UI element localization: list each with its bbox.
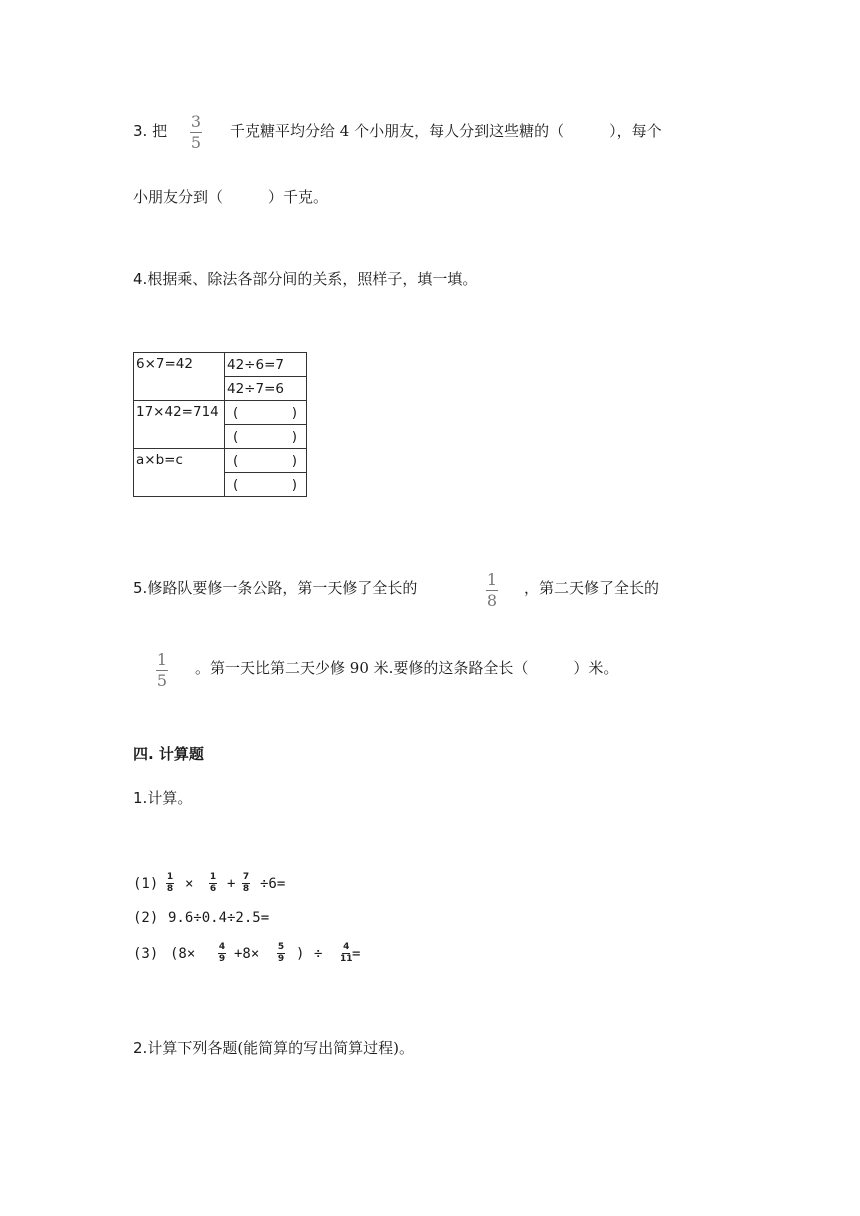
table-cell: 42÷7=6 bbox=[225, 377, 307, 401]
denominator: 11 bbox=[340, 954, 353, 964]
q3-text-b: 千克糖平均分给 4 个小朋友，每人分到这些糖的（ ），每个 bbox=[230, 122, 662, 140]
calc-close: ) bbox=[296, 946, 305, 962]
denominator: 9 bbox=[277, 954, 285, 964]
fraction bbox=[277, 943, 285, 964]
q3-line1 bbox=[133, 120, 167, 141]
c1-line bbox=[133, 787, 192, 808]
numerator: 1 bbox=[209, 872, 217, 882]
c2-line bbox=[133, 1037, 414, 1058]
c2-number: 2. bbox=[133, 1039, 148, 1057]
answer-cell[interactable] bbox=[225, 425, 307, 449]
answer-cell[interactable] bbox=[225, 401, 307, 425]
q3-number: 3. bbox=[133, 122, 148, 140]
q4-text: 根据乘、除法各部分间的关系，照样子，填一填。 bbox=[147, 270, 478, 288]
denominator: 6 bbox=[209, 884, 217, 894]
table-cell: a×b=c bbox=[134, 449, 225, 497]
denominator: 9 bbox=[218, 954, 226, 964]
relation-table bbox=[133, 352, 307, 497]
close-paren: ) bbox=[291, 452, 297, 469]
numerator: 7 bbox=[242, 872, 250, 882]
calc-eq: = bbox=[352, 946, 361, 962]
section-heading: 四. 计算题 bbox=[133, 745, 204, 763]
operator: + bbox=[227, 876, 236, 892]
c2-text: 计算下列各题(能简算的写出简算过程)。 bbox=[147, 1039, 415, 1057]
denominator: 8 bbox=[242, 884, 250, 894]
answer-cell[interactable] bbox=[225, 473, 307, 497]
c1-text: 计算。 bbox=[147, 789, 193, 807]
calc-mid: +8× bbox=[234, 946, 260, 962]
q5-fraction-1 bbox=[486, 572, 498, 609]
q3-fraction bbox=[190, 114, 202, 151]
q5-number: 5. bbox=[133, 579, 148, 597]
q5-text-c: 。第一天比第二天少修 90 米.要修的这条路全长（ ）米。 bbox=[195, 659, 619, 677]
open-paren: ( bbox=[233, 428, 239, 445]
calc-expr-2: 9.6÷0.4÷2.5= bbox=[168, 910, 270, 926]
q5-line1 bbox=[133, 577, 417, 598]
fraction bbox=[340, 943, 353, 964]
c1-number: 1. bbox=[133, 789, 148, 807]
numerator: 3 bbox=[190, 112, 202, 131]
calc-div: ÷ bbox=[314, 946, 323, 962]
denominator: 8 bbox=[166, 884, 174, 894]
q4-number: 4. bbox=[133, 270, 148, 288]
open-paren: ( bbox=[233, 452, 239, 469]
calc-open: (8× bbox=[170, 946, 196, 962]
operator: × bbox=[185, 876, 194, 892]
fraction bbox=[209, 873, 217, 894]
calc-label-3: (3) bbox=[133, 946, 159, 962]
fraction bbox=[166, 873, 174, 894]
numerator: 1 bbox=[166, 872, 174, 882]
answer-cell[interactable] bbox=[225, 449, 307, 473]
numerator: 1 bbox=[156, 650, 168, 669]
calc-label-1: (1) bbox=[133, 876, 159, 892]
denominator: 8 bbox=[486, 591, 498, 610]
denominator: 5 bbox=[190, 133, 202, 152]
open-paren: ( bbox=[233, 476, 239, 493]
calc-tail: ÷6= bbox=[260, 876, 286, 892]
q5-text-a: 修路队要修一条公路，第一天修了全长的 bbox=[147, 579, 418, 597]
calc-label-2: (2) bbox=[133, 910, 159, 926]
open-paren: ( bbox=[233, 404, 239, 421]
close-paren: ) bbox=[291, 404, 297, 421]
q3-text-a: 把 bbox=[152, 122, 168, 140]
close-paren: ) bbox=[291, 428, 297, 445]
numerator: 4 bbox=[218, 942, 226, 952]
table-cell: 42÷6=7 bbox=[225, 353, 307, 377]
q3-line2: 小朋友分到（ ）千克。 bbox=[133, 188, 329, 206]
table-cell: 17×42=714 bbox=[134, 401, 225, 449]
q5-text-b: ，第二天修了全长的 bbox=[524, 579, 660, 597]
fraction bbox=[218, 943, 226, 964]
close-paren: ) bbox=[291, 476, 297, 493]
denominator: 5 bbox=[156, 671, 168, 690]
numerator: 5 bbox=[277, 942, 285, 952]
numerator: 4 bbox=[343, 942, 350, 952]
table-cell: 6×7=42 bbox=[134, 353, 225, 401]
fraction bbox=[242, 873, 250, 894]
q4-line bbox=[133, 268, 477, 289]
numerator: 1 bbox=[486, 570, 498, 589]
q5-fraction-2 bbox=[156, 652, 168, 689]
